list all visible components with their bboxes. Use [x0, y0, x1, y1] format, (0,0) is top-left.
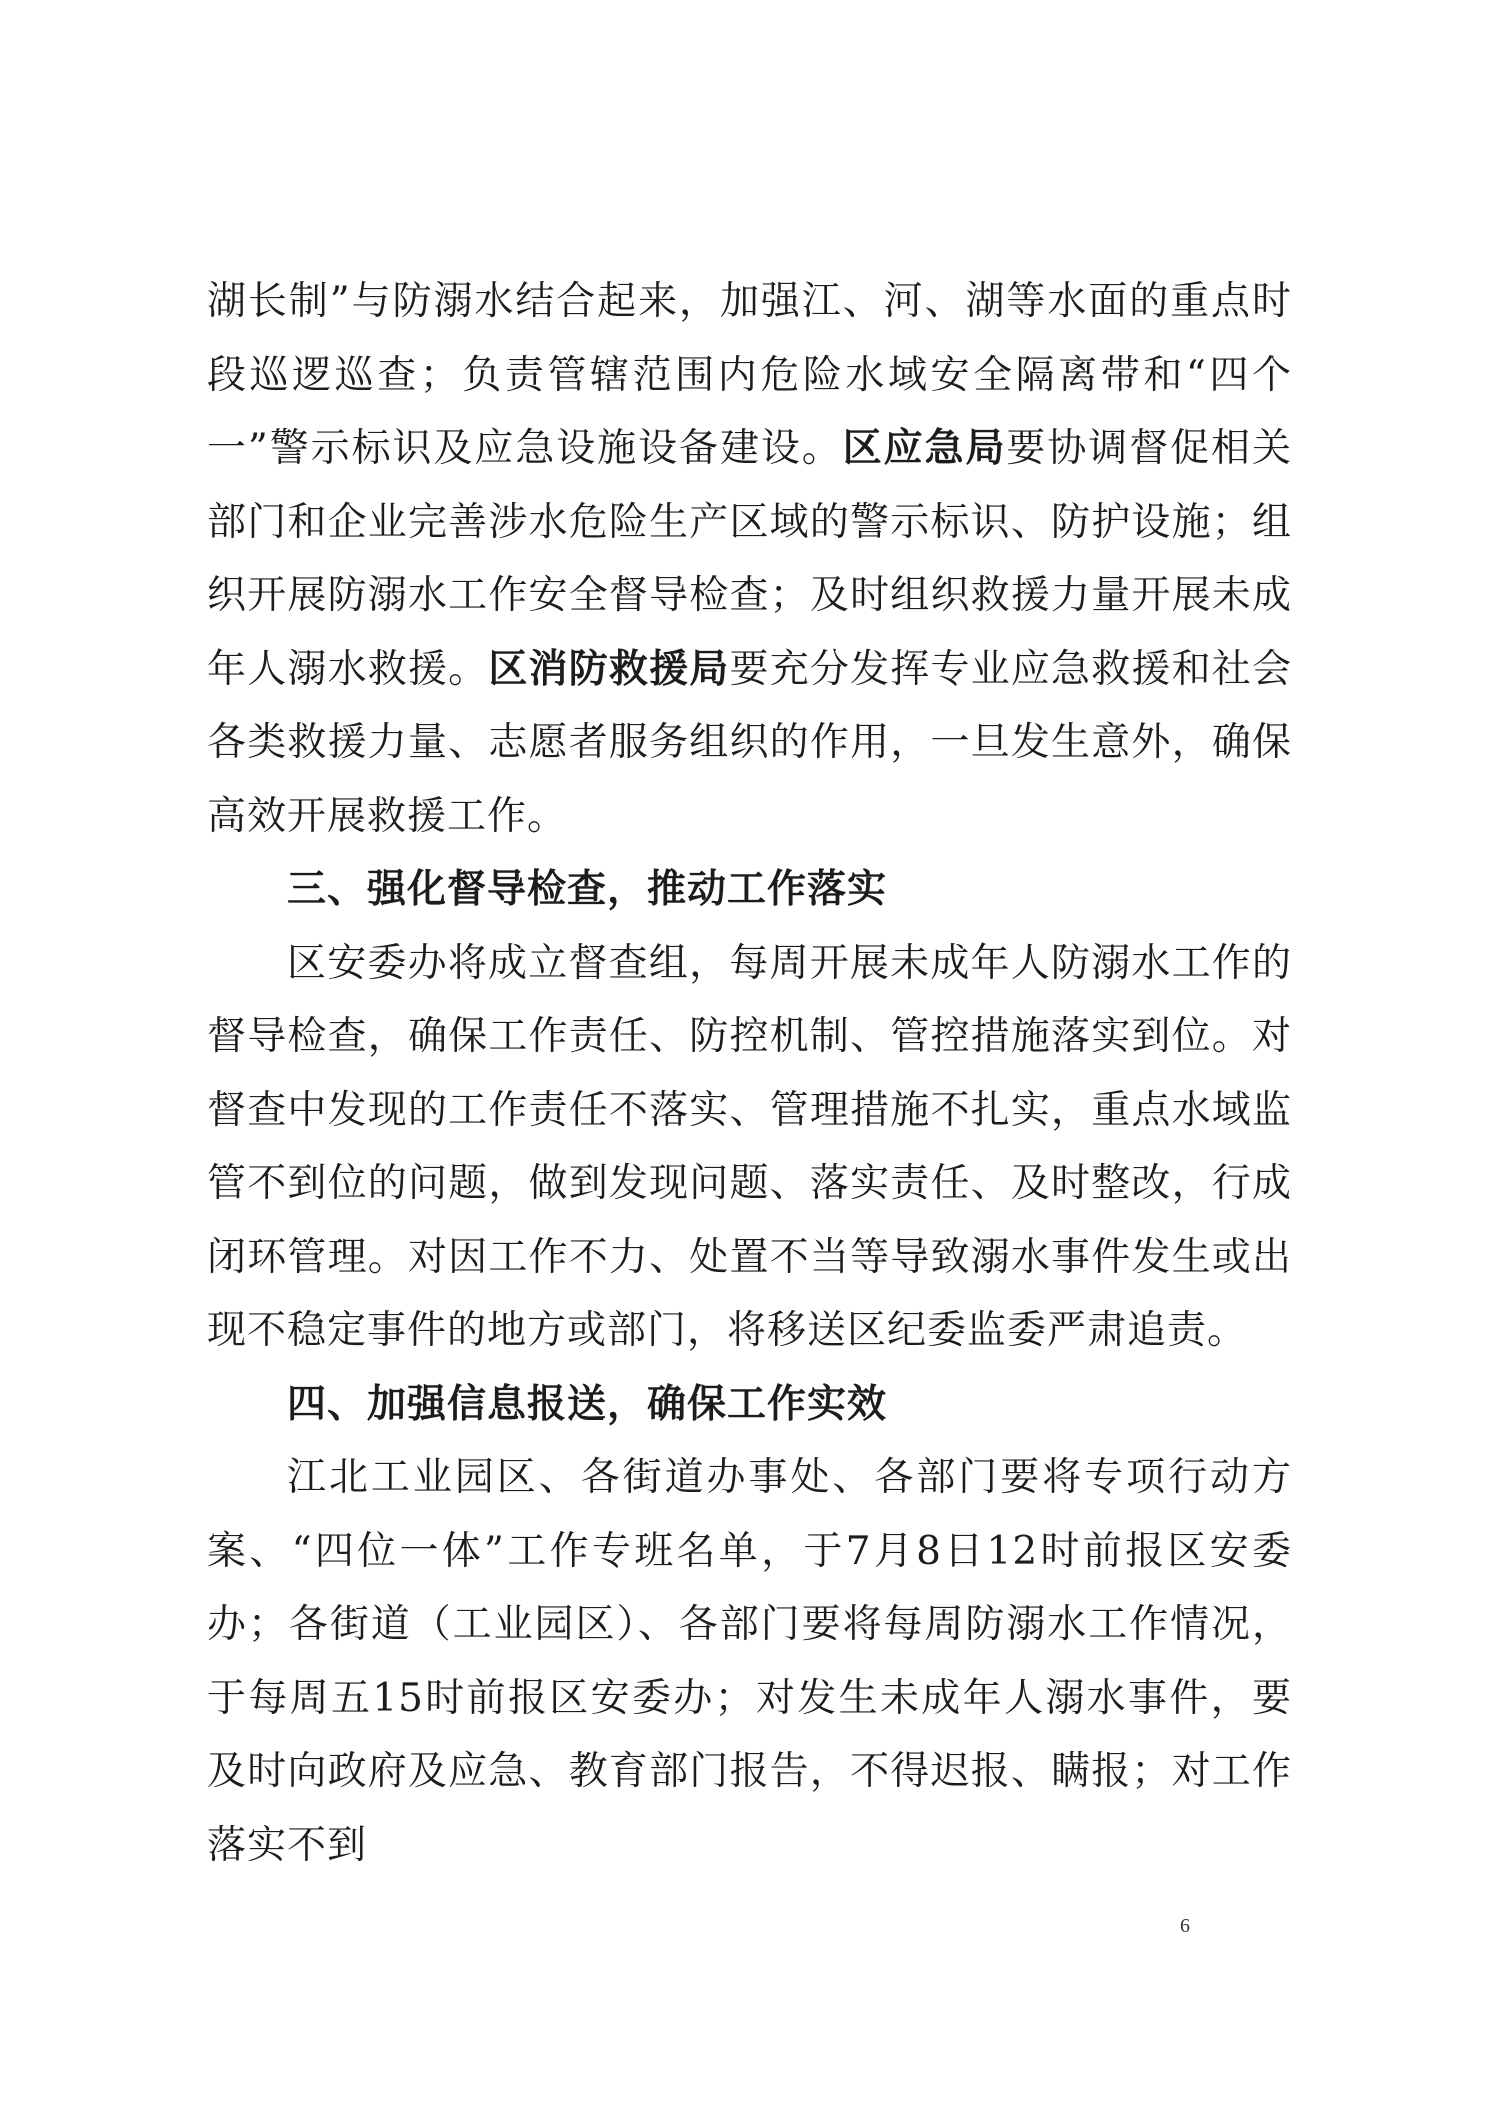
paragraph-supervision: 区安委办将成立督查组，每周开展未成年人防溺水工作的督导检查，确保工作责任、防控机制、管控措施落实到位。对督查中发现的工作责任不落实、管理措施不扎实，重点水域监管不到位的问题，做到发现问题、落实责任、及时整改，行成闭环管理。对因工作不力、处置不当等导致溺水事件发生或出现不稳定事件的地方或部门，将移送区纪委监委严肃追责。 — [207, 940, 1292, 1353]
paragraph-text: 要协调督促相关部门和企业完善涉水危险生产区域的警示标识、防护设施；组织开展防溺水工作安全督导检查；及时组织救援力量开展未成年人溺水救援。 — [207, 426, 1292, 692]
paragraph-responsibilities — [207, 265, 1292, 853]
page-number: 6 — [1180, 1915, 1190, 1937]
paragraph-text: 湖长制”与防溺水结合起来，加强江、河、湖等水面的重点时段巡逻巡查；负责管辖范围内危险水域安全隔离带和“四个一”警示标识及应急设施设备建设。 — [207, 279, 1292, 471]
paragraph-text: 要充分发挥专业应急救援和社会各类救援力量、志愿者服务组织的作用，一旦发生意外，确保高效开展救援工作。 — [207, 646, 1292, 839]
emergency-bureau-label: 区应急局 — [842, 426, 1007, 471]
section-heading-four: 四、加强信息报送，确保工作实效 — [287, 1381, 888, 1427]
paragraph-reporting: 江北工业园区、各街道办事处、各部门要将专项行动方案、“四位一体”工作专班名单，于7月8日12时前报区安委办；各街道（工业园区）、各部门要将每周防溺水工作情况，于每周五15时前报区安委办；对发生未成年人溺水事件，要及时向政府及应急、教育部门报告，不得迟报、瞒报；对工作落实不到 — [207, 1455, 1292, 1868]
section-heading-three: 三、强化督导检查，推动工作落实 — [287, 867, 888, 912]
document-body — [207, 265, 1292, 1882]
fire-rescue-bureau-label: 区消防救援局 — [488, 646, 730, 692]
